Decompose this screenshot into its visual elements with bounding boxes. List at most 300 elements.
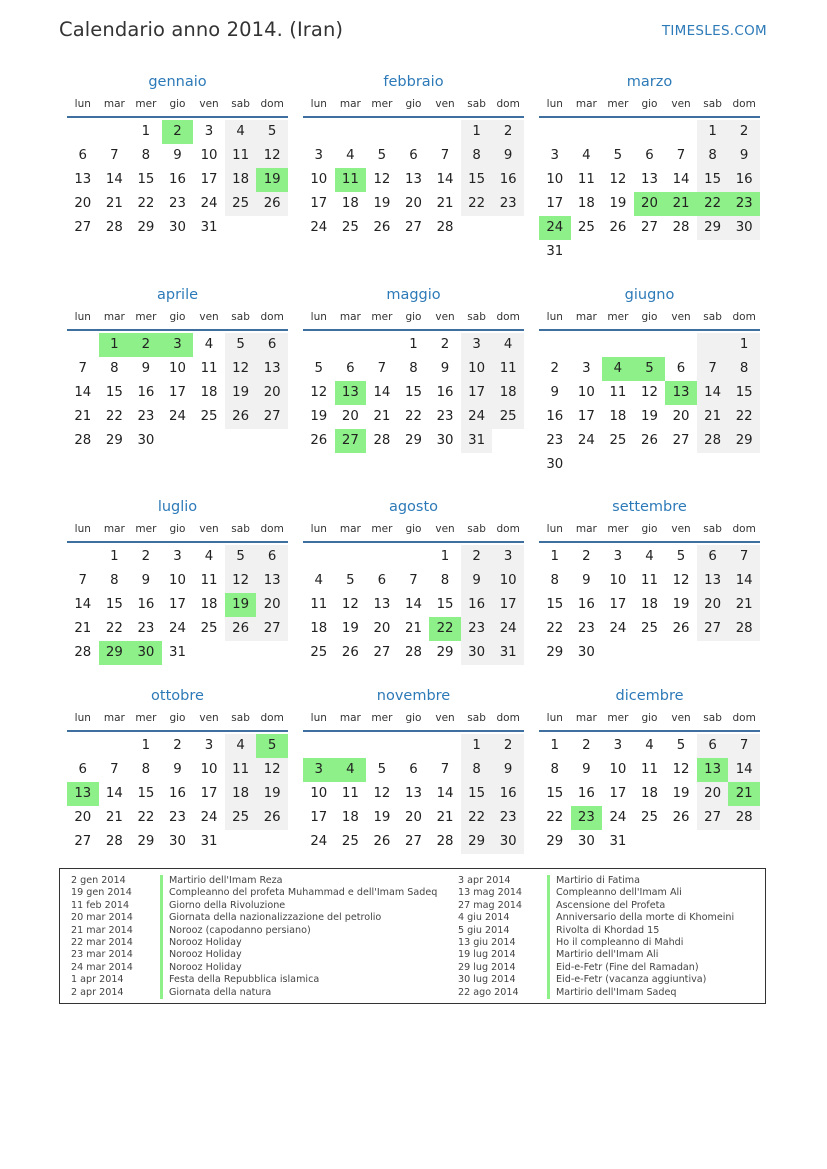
holiday-day-cell: 13 [67,782,99,806]
day-cell: 19 [225,381,257,405]
day-cell: 23 [577,621,595,636]
weekday-label: gio [641,712,658,724]
day-cell: 13 [256,569,288,593]
day-cell: 20 [697,593,729,617]
day-cell: 23 [492,192,524,216]
holiday-date: 3 apr 2014 [458,875,511,886]
weekday-label: gio [169,712,186,724]
day-cell: 24 [492,617,524,641]
day-cell: 9 [141,361,151,376]
day-cell: 17 [200,172,218,187]
day-cell: 22 [137,196,155,211]
month-name: luglio [157,499,198,515]
day-cell: 19 [609,196,627,211]
holiday-marker [547,949,550,961]
weekday-label: mar [103,311,125,323]
day-cell: 4 [225,734,257,758]
empty-day-cell [602,333,634,357]
legend-row [60,875,437,887]
day-cell: 27 [373,645,391,660]
day-cell: 28 [405,645,422,660]
day-cell: 17 [577,409,595,424]
day-cell: 31 [609,834,627,849]
day-cell: 14 [105,172,123,187]
day-cell: 8 [461,144,493,168]
day-cell: 25 [200,409,218,424]
empty-day-cell [303,333,335,357]
weekday-label: sab [703,523,722,535]
weekday-label: lun [546,523,563,535]
month-ottobre [67,686,288,854]
day-cell: 14 [697,381,729,405]
month-name: ottobre [151,688,204,704]
month-maggio [303,285,524,453]
empty-day-cell [366,333,398,357]
day-grid [303,545,524,665]
weekday-label: lun [310,712,327,724]
day-cell: 9 [141,573,151,588]
day-cell: 26 [373,834,391,849]
day-cell: 31 [200,834,218,849]
day-cell: 18 [341,196,359,211]
day-cell: 7 [676,148,686,163]
holiday-marker [547,900,550,912]
holiday-name: Martirio dell'Imam Sadeq [556,986,677,998]
day-cell: 7 [697,357,729,381]
day-cell: 29 [405,433,422,448]
holiday-day-cell: 19 [225,593,257,617]
legend-row [60,925,437,937]
month-name: dicembre [615,688,684,704]
day-cell: 27 [697,617,729,641]
day-cell: 6 [78,762,88,777]
day-cell: 8 [728,357,760,381]
month-gennaio [67,72,288,240]
day-cell: 2 [550,361,560,376]
legend-row [60,900,437,912]
day-cell: 21 [74,409,92,424]
holiday-marker [160,974,163,986]
day-cell: 4 [645,738,654,753]
weekday-label: ven [671,712,691,724]
empty-day-cell [303,545,335,569]
empty-day-cell [67,120,99,144]
weekday-label: mar [339,523,361,535]
holiday-date: 27 mag 2014 [458,899,523,911]
day-cell: 12 [672,573,690,588]
holiday-marker [160,987,163,999]
day-grid [539,545,760,665]
day-cell: 14 [728,569,760,593]
holiday-day-cell: 20 [634,192,666,216]
day-cell: 28 [373,433,391,448]
day-cell: 12 [256,758,288,782]
empty-day-cell [429,734,461,758]
day-cell: 27 [672,433,690,448]
day-cell: 30 [169,834,186,849]
legend-row [447,900,734,912]
holiday-day-cell: 13 [697,758,729,782]
day-cell: 24 [577,433,595,448]
day-cell: 9 [728,144,760,168]
holiday-date: 20 mar 2014 [71,912,133,924]
holiday-marker [547,974,550,986]
day-cell: 7 [728,734,760,758]
day-cell: 31 [169,645,186,660]
day-cell: 30 [728,216,760,240]
day-cell: 14 [436,172,454,187]
day-cell: 12 [341,597,359,612]
day-cell: 23 [137,409,155,424]
day-cell: 30 [492,830,524,854]
weekday-label: mar [103,523,125,535]
day-cell: 27 [697,806,729,830]
day-cell: 27 [405,834,422,849]
day-cell: 14 [105,786,123,801]
day-cell: 5 [225,333,257,357]
day-cell: 18 [577,196,595,211]
weekday-label: lun [546,712,563,724]
weekday-label: lun [546,311,563,323]
day-cell: 12 [373,172,391,187]
day-cell: 18 [641,786,658,801]
day-cell: 30 [577,834,595,849]
day-cell: 10 [200,762,218,777]
weekday-label: mer [607,712,629,724]
month-name: giugno [624,287,675,303]
weekday-header [539,309,760,331]
day-cell: 25 [577,220,595,235]
day-cell: 8 [461,758,493,782]
weekday-label: gio [169,311,186,323]
month-marzo [539,72,760,264]
day-cell: 28 [74,433,92,448]
day-cell: 29 [137,220,155,235]
weekday-label: mar [575,311,597,323]
weekday-header [67,521,288,543]
day-cell: 20 [74,810,92,825]
weekday-label: mer [607,311,629,323]
day-cell: 8 [141,148,151,163]
legend-column-right [447,875,734,999]
empty-day-cell [602,120,634,144]
day-cell: 19 [672,786,690,801]
day-cell: 31 [200,220,218,235]
day-cell: 6 [697,545,729,569]
day-cell: 17 [169,385,186,400]
day-cell: 21 [728,593,760,617]
day-cell: 10 [310,786,328,801]
holiday-day-cell: 21 [728,782,760,806]
day-cell: 12 [310,385,328,400]
empty-day-cell [303,734,335,758]
holiday-day-cell: 13 [665,381,697,405]
weekday-label: mer [371,98,393,110]
day-cell: 19 [373,196,391,211]
day-cell: 5 [346,573,355,588]
month-name: maggio [386,287,441,303]
month-name: aprile [156,287,199,303]
holiday-name: Eid-e-Fetr (Fine del Ramadan) [556,961,699,973]
day-cell: 12 [672,762,690,777]
day-cell: 19 [310,409,328,424]
day-cell: 25 [310,645,328,660]
day-cell: 28 [697,429,729,453]
empty-day-cell [539,333,571,357]
day-cell: 30 [577,645,595,660]
holiday-day-cell: 5 [634,357,666,381]
day-cell: 21 [373,409,391,424]
day-cell: 1 [550,549,560,564]
holiday-name: Giornata della nazionalizzazione del petrolio [169,912,382,924]
day-cell: 20 [256,593,288,617]
day-cell: 2 [492,120,524,144]
day-cell: 17 [461,381,493,405]
holiday-name: Martirio di Fatima [556,875,641,886]
day-cell: 26 [672,621,690,636]
day-cell: 28 [436,220,454,235]
day-cell: 30 [137,433,155,448]
day-cell: 1 [110,549,119,564]
holiday-date: 1 apr 2014 [71,974,124,986]
day-cell: 19 [641,409,658,424]
day-cell: 20 [405,810,422,825]
day-cell: 8 [550,573,560,588]
empty-day-cell [634,333,666,357]
day-grid [539,333,760,477]
day-cell: 16 [577,597,595,612]
day-cell: 19 [373,810,391,825]
day-cell: 22 [105,409,123,424]
holiday-date: 13 giu 2014 [458,936,516,948]
weekday-label: sab [467,311,486,323]
day-cell: 13 [641,172,658,187]
day-cell: 21 [105,196,123,211]
day-cell: 25 [341,220,359,235]
holiday-marker [160,900,163,912]
holiday-name: Giornata della natura [169,986,272,998]
legend-row [447,949,734,961]
empty-day-cell [366,545,398,569]
day-cell: 26 [225,617,257,641]
day-cell: 17 [609,597,627,612]
weekday-label: mar [339,311,361,323]
day-cell: 28 [105,834,123,849]
day-cell: 26 [256,192,288,216]
month-settembre [539,497,760,665]
day-cell: 14 [728,758,760,782]
day-cell: 29 [105,433,123,448]
holiday-date: 19 lug 2014 [458,949,516,961]
holiday-name: Compleanno dell'Imam Ali [556,887,682,899]
day-cell: 5 [676,549,686,564]
day-cell: 11 [641,762,658,777]
empty-day-cell [398,734,430,758]
day-cell: 22 [546,810,564,825]
day-cell: 4 [492,333,524,357]
day-cell: 18 [492,381,524,405]
weekday-label: ven [199,523,219,535]
legend-row [60,949,437,961]
holiday-day-cell: 3 [303,758,335,782]
holiday-day-cell: 23 [571,806,603,830]
day-cell: 9 [582,573,591,588]
weekday-label: mar [339,712,361,724]
day-cell: 15 [137,786,155,801]
day-cell: 4 [346,148,355,163]
holiday-marker [160,912,163,924]
weekday-label: mer [371,311,393,323]
weekday-header [67,96,288,118]
weekday-label: gio [641,523,658,535]
holiday-day-cell: 2 [130,333,162,357]
holiday-date: 13 mag 2014 [458,887,523,899]
weekday-label: dom [496,311,520,323]
empty-day-cell [335,734,367,758]
weekday-label: ven [435,311,455,323]
day-cell: 16 [169,786,186,801]
weekday-label: sab [703,712,722,724]
day-cell: 26 [225,405,257,429]
weekday-label: sab [231,523,250,535]
day-cell: 7 [110,762,119,777]
day-cell: 11 [225,144,257,168]
day-cell: 6 [78,148,88,163]
day-cell: 16 [169,172,186,187]
day-cell: 2 [440,337,450,352]
day-cell: 10 [609,573,627,588]
day-cell: 24 [609,810,627,825]
month-name: febbraio [383,74,444,90]
legend-column-left [60,875,437,999]
day-cell: 11 [200,361,218,376]
day-cell: 13 [697,569,729,593]
weekday-label: lun [310,523,327,535]
empty-day-cell [571,333,603,357]
day-cell: 20 [373,621,391,636]
day-cell: 24 [310,834,328,849]
day-cell: 14 [672,172,690,187]
empty-day-cell [366,734,398,758]
weekday-header [303,521,524,543]
day-cell: 20 [74,196,92,211]
holiday-name: Martirio dell'Imam Ali [556,949,659,961]
day-cell: 19 [256,782,288,806]
day-cell: 2 [173,738,182,753]
holiday-date: 11 feb 2014 [71,899,130,911]
empty-day-cell [697,333,729,357]
day-grid [67,734,288,854]
day-cell: 21 [697,405,729,429]
day-cell: 3 [314,148,324,163]
holiday-marker [547,875,550,887]
weekday-label: gio [405,523,422,535]
weekday-label: lun [310,311,327,323]
day-cell: 7 [440,762,450,777]
day-cell: 4 [645,549,654,564]
holiday-date: 24 mar 2014 [71,961,133,973]
day-cell: 3 [550,148,560,163]
weekday-label: mar [575,98,597,110]
day-cell: 21 [405,621,422,636]
day-cell: 25 [200,621,218,636]
day-cell: 5 [225,545,257,569]
holiday-day-cell: 21 [665,192,697,216]
day-cell: 18 [200,597,218,612]
day-cell: 19 [672,597,690,612]
holiday-name: Norooz Holiday [169,936,242,948]
day-cell: 4 [314,573,324,588]
day-cell: 28 [436,834,454,849]
day-cell: 5 [613,148,623,163]
empty-day-cell [665,333,697,357]
weekday-label: gio [405,311,422,323]
weekday-label: ven [671,311,691,323]
day-cell: 26 [310,433,328,448]
legend-row [60,887,437,899]
site-brand-link[interactable]: TIMESLES.COM [661,23,767,39]
day-cell: 30 [461,641,493,665]
day-cell: 12 [373,786,391,801]
day-cell: 17 [310,196,328,211]
holiday-name: Ascensione del Profeta [556,899,666,911]
weekday-label: ven [435,523,455,535]
day-cell: 4 [582,148,591,163]
day-cell: 7 [377,361,387,376]
day-cell: 18 [341,810,359,825]
day-cell: 10 [310,172,328,187]
month-name: settembre [612,499,687,515]
legend-row [447,937,734,949]
weekday-label: mer [607,523,629,535]
empty-day-cell [634,120,666,144]
day-cell: 7 [728,545,760,569]
day-cell: 6 [377,573,387,588]
empty-day-cell [571,120,603,144]
day-cell: 22 [546,621,564,636]
day-cell: 10 [577,385,595,400]
day-cell: 10 [492,569,524,593]
day-cell: 3 [204,124,214,139]
day-cell: 6 [697,734,729,758]
weekday-label: dom [260,523,284,535]
day-cell: 4 [204,337,214,352]
day-cell: 11 [225,758,257,782]
day-grid [303,120,524,240]
day-cell: 11 [200,573,218,588]
day-cell: 20 [256,381,288,405]
day-cell: 24 [461,405,493,429]
month-name: marzo [626,74,673,90]
day-cell: 18 [310,621,328,636]
holiday-name: Giorno della Rivoluzione [169,899,286,911]
day-cell: 8 [110,573,119,588]
holiday-name: Martirio dell'Imam Reza [169,875,283,886]
empty-day-cell [335,120,367,144]
holiday-marker [547,962,550,974]
day-cell: 2 [582,549,591,564]
empty-day-cell [99,734,131,758]
day-cell: 22 [728,405,760,429]
day-cell: 1 [461,734,493,758]
day-cell: 18 [609,409,627,424]
day-cell: 27 [256,405,288,429]
day-cell: 16 [492,782,524,806]
weekday-label: gio [405,712,422,724]
day-cell: 3 [204,738,214,753]
day-cell: 8 [409,361,418,376]
holiday-day-cell: 2 [162,120,194,144]
